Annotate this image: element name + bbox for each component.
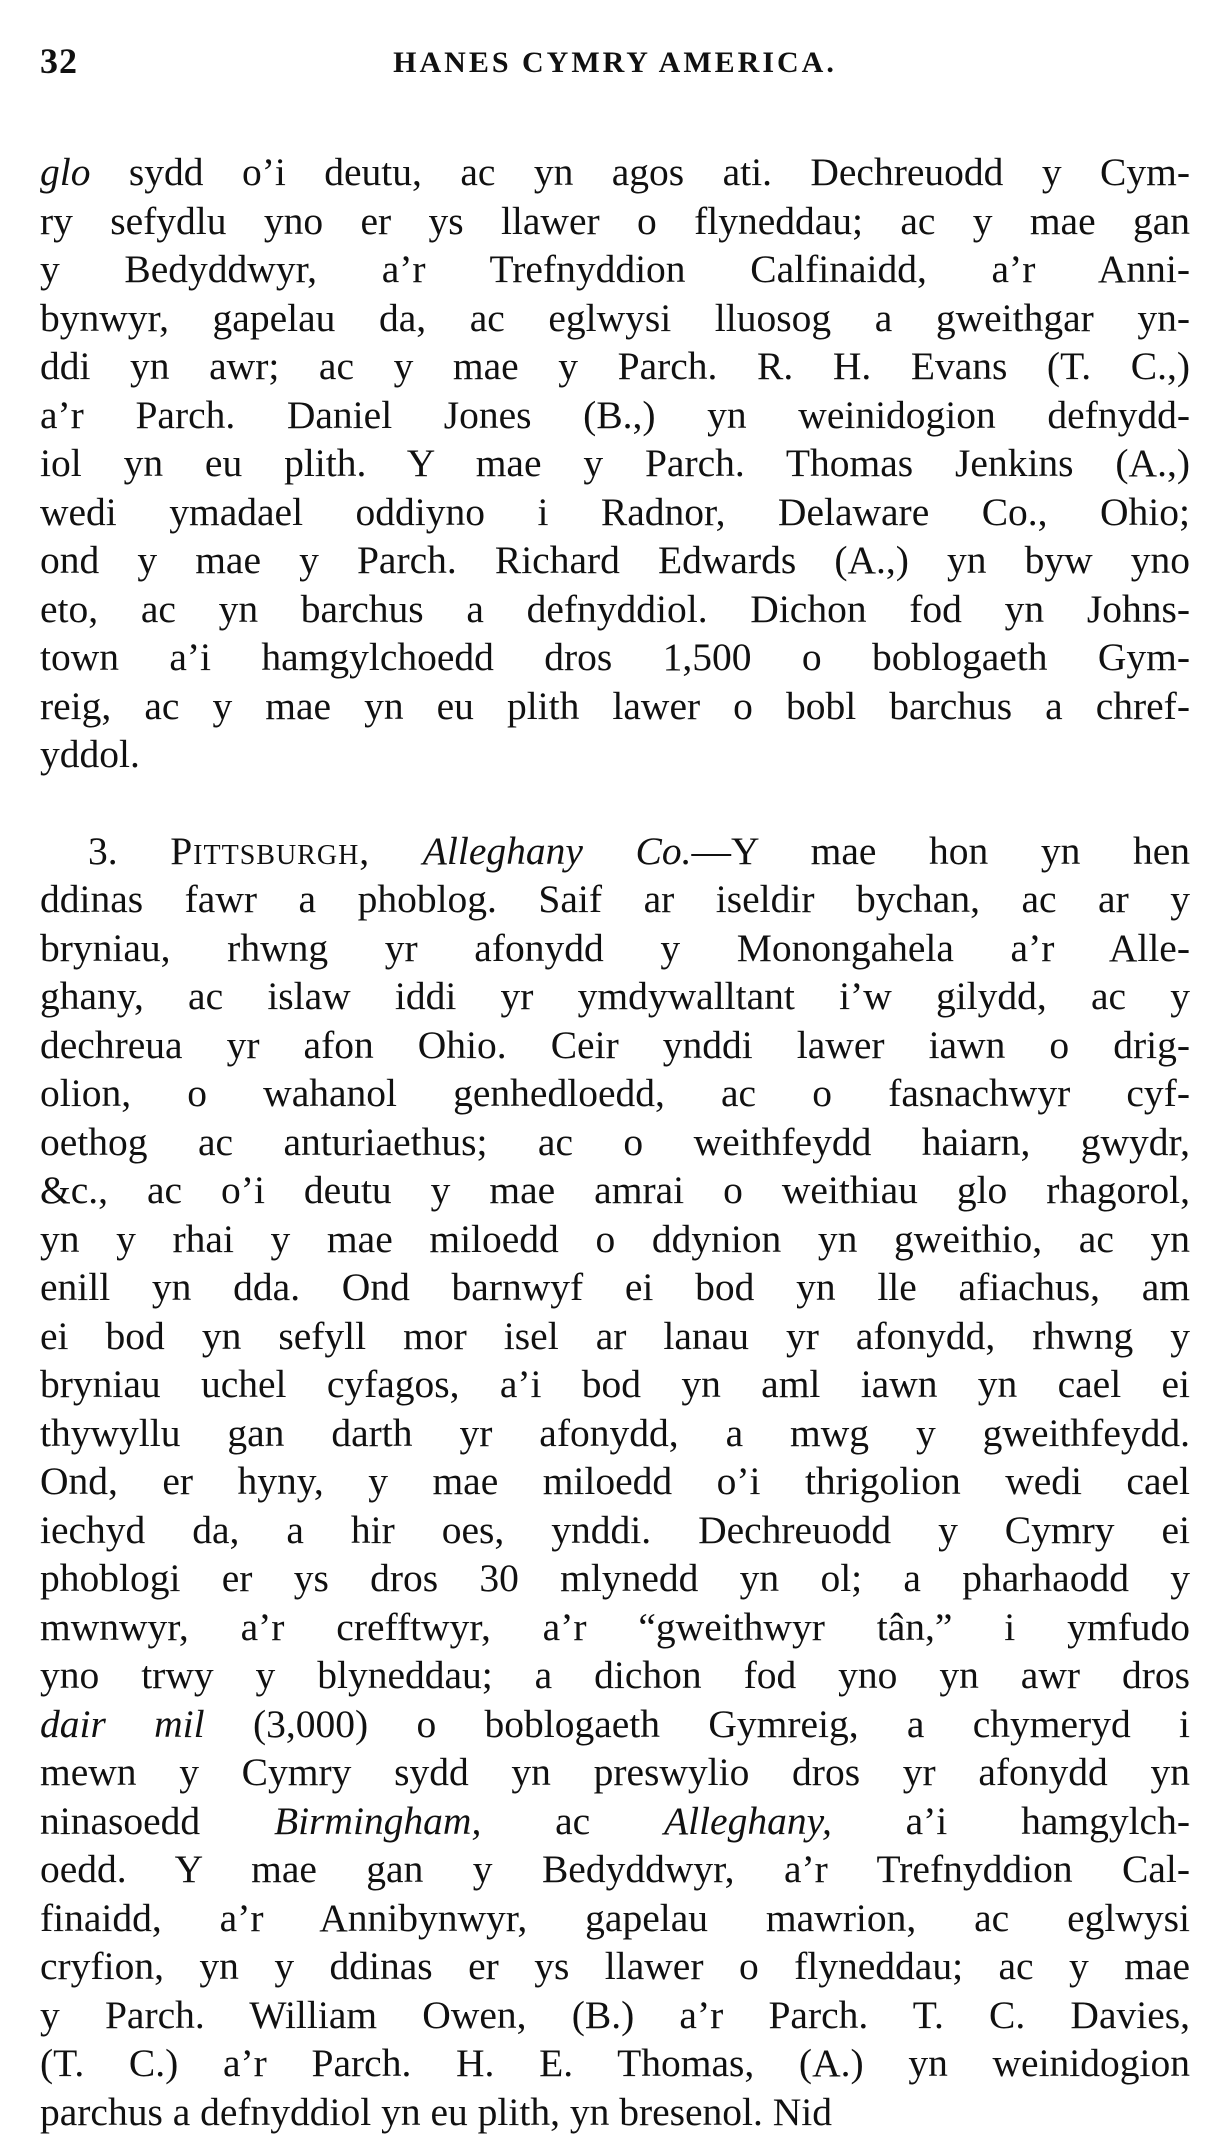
paragraph-1 [40, 148, 1190, 779]
text-segment: yno trwy y blyneddau; a dichon fod yno yn awr dros [40, 1653, 1190, 1697]
text-line [40, 1748, 1190, 1797]
text-line [40, 1409, 1190, 1458]
text-segment: town a’i hamgylchoedd dros 1,500 o boblogaeth Gym- [40, 635, 1190, 679]
text-segment: enill yn dda. Ond barnwyf ei bod yn lle afiachus, am [40, 1265, 1190, 1309]
paragraph-2 [40, 827, 1190, 2137]
italic-text: Alleghany, [663, 1798, 832, 1843]
place-name: Pittsburgh, [170, 828, 371, 873]
body-text [40, 148, 1190, 2136]
italic-text: Birmingham, [273, 1798, 482, 1843]
text-line [40, 1797, 1190, 1846]
text-line [40, 536, 1190, 585]
text-line [40, 730, 1190, 779]
text-segment: finaidd, a’r Annibynwyr, gapelau mawrion, ac eglwysi [40, 1895, 1190, 1940]
text-segment: oethog ac anturiaethus; ac o weithfeydd haiarn, gwydr, [40, 1119, 1190, 1164]
text-segment: mwnwyr, a’r crefftwyr, a’r “gweithwyr tân,” i ymfudo [40, 1604, 1190, 1649]
text-line [40, 1942, 1190, 1991]
text-line [40, 1215, 1190, 1264]
text-line [40, 2088, 1190, 2137]
text-segment: ghany, ac islaw iddi yr ymdywalltant i’w gilydd, ac y [40, 974, 1190, 1018]
text-line [40, 1457, 1190, 1506]
text-line [40, 1312, 1190, 1361]
text-line [40, 2039, 1190, 2088]
italic-text: glo [40, 150, 91, 194]
page-number: 32 [40, 41, 78, 81]
text-segment: sydd o’i deutu, ac yn agos ati. Dechreuodd y Cym- [90, 150, 1190, 194]
text-segment: ei bod yn sefyll mor isel ar lanau yr afonydd, rhwng y [40, 1313, 1190, 1358]
text-segment: ddinas fawr a phoblog. Saif ar iseldir bychan, ac ar y [40, 877, 1190, 921]
text-line [40, 1166, 1190, 1215]
text-line [40, 924, 1190, 973]
paragraph-2-first-line [40, 827, 1190, 876]
county-name: Alleghany Co. [422, 828, 692, 873]
text-segment: yddol. [40, 732, 140, 776]
text-line [40, 197, 1190, 246]
text-line [40, 972, 1190, 1021]
text-segment: mewn y Cymry sydd yn preswylio dros yr afonydd yn [40, 1750, 1190, 1794]
text-line [40, 1021, 1190, 1070]
text-line [40, 1069, 1190, 1118]
text-segment: ddi yn awr; ac y mae y Parch. R. H. Evans (T. C.,) [40, 344, 1190, 388]
text-line [40, 633, 1190, 682]
text-line [40, 1554, 1190, 1603]
text-segment: y Parch. William Owen, (B.) a’r Parch. T. C. Davies, [40, 1992, 1190, 2037]
text-segment: ninasoedd [40, 1798, 274, 1843]
book-page [40, 40, 1190, 2134]
text-segment: wedi ymadael oddiyno i Radnor, Delaware Co., Ohio; [40, 489, 1190, 534]
text-line [40, 1894, 1190, 1943]
text-segment: iechyd da, a hir oes, ynddi. Dechreuodd y Cymry ei [40, 1507, 1190, 1552]
text-segment: ond y mae y Parch. Richard Edwards (A.,) yn byw yno [40, 538, 1190, 582]
text-line [40, 1506, 1190, 1555]
text-line [40, 585, 1190, 634]
text-segment: a’r Parch. Daniel Jones (B.,) yn weinidogion defnydd- [40, 392, 1190, 437]
first-line-text: —Y mae hon yn hen [691, 828, 1190, 873]
paragraph-gap [40, 779, 1190, 827]
text-line [40, 488, 1190, 537]
text-line [40, 1603, 1190, 1652]
text-segment: &c., ac o’i deutu y mae amrai o weithiau glo rhagorol, [40, 1168, 1190, 1212]
running-head [40, 40, 1190, 110]
text-line [40, 1263, 1190, 1312]
text-segment: iol yn eu plith. Y mae y Parch. Thomas Jenkins (A.,) [40, 441, 1190, 485]
text-segment: parchus a defnyddiol yn eu plith, yn bresenol. Nid [40, 2089, 833, 2134]
text-line [40, 1118, 1190, 1167]
text-line [40, 682, 1190, 731]
text-segment: reig, ac y mae yn eu plith lawer o bobl barchus a chref- [40, 683, 1190, 728]
text-segment: phoblogi er ys dros 30 mlynedd yn ol; a pharhaodd y [40, 1556, 1190, 1600]
text-segment: bryniau, rhwng yr afonydd y Monongahela a’r Alle- [40, 925, 1190, 970]
text-segment: oedd. Y mae gan y Bedyddwyr, a’r Trefnyddion Cal- [40, 1847, 1190, 1891]
text-line [40, 245, 1190, 294]
text-line [40, 875, 1190, 924]
text-segment: dechreua yr afon Ohio. Ceir ynddi lawer iawn o drig- [40, 1022, 1190, 1067]
text-segment: ry sefydlu yno er ys llawer o flyneddau; ac y mae gan [40, 198, 1190, 243]
text-line [40, 1651, 1190, 1700]
text-segment: eto, ac yn barchus a defnyddiol. Dichon fod yn Johns- [40, 586, 1190, 631]
text-line [40, 1845, 1190, 1894]
text-segment: (3,000) o boblogaeth Gymreig, a chymeryd i [204, 1701, 1190, 1746]
text-line [40, 391, 1190, 440]
text-segment: y Bedyddwyr, a’r Trefnyddion Calfinaidd, a’r Anni- [40, 247, 1190, 291]
text-line [40, 439, 1190, 488]
running-title: HANES CYMRY AMERICA. [393, 46, 837, 79]
text-segment: a’i hamgylch- [831, 1798, 1190, 1843]
text-segment: ac [481, 1798, 664, 1843]
italic-text: dair mil [40, 1701, 205, 1746]
text-line [40, 1360, 1190, 1409]
text-segment: bryniau uchel cyfagos, a’i bod yn aml iawn yn cael ei [40, 1362, 1190, 1406]
text-line [40, 1991, 1190, 2040]
text-line [40, 342, 1190, 391]
section-number: 3. [88, 828, 118, 873]
text-segment: thywyllu gan darth yr afonydd, a mwg y gweithfeydd. [40, 1410, 1190, 1455]
text-segment: (T. C.) a’r Parch. H. E. Thomas, (A.) yn weinidogion [40, 2041, 1190, 2085]
text-segment: olion, o wahanol genhedloedd, ac o fasnachwyr cyf- [40, 1071, 1190, 1115]
text-segment: bynwyr, gapelau da, ac eglwysi lluosog a gweithgar yn- [40, 295, 1190, 340]
text-line [40, 1700, 1190, 1749]
text-line [40, 148, 1190, 197]
text-line [40, 294, 1190, 343]
text-segment: cryfion, yn y ddinas er ys llawer o flyneddau; ac y mae [40, 1944, 1190, 1988]
text-segment: yn y rhai y mae miloedd o ddynion yn gweithio, ac yn [40, 1216, 1190, 1261]
text-segment: Ond, er hyny, y mae miloedd o’i thrigolion wedi cael [40, 1459, 1190, 1503]
